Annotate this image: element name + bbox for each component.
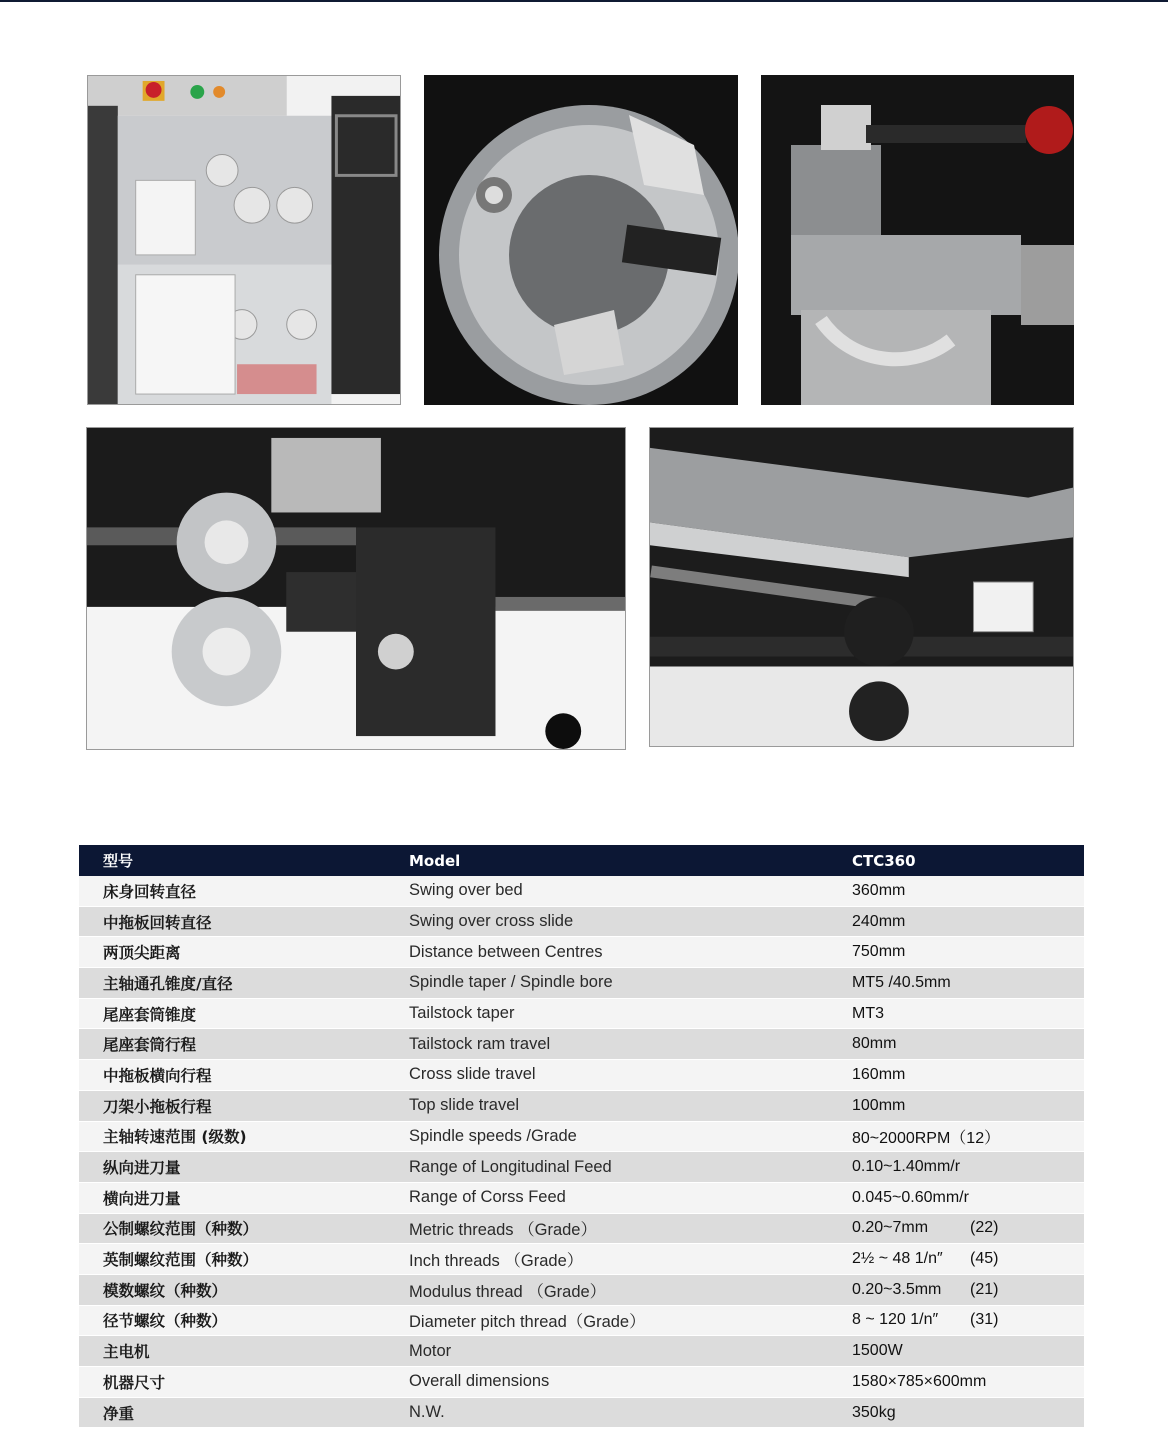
spec-row	[79, 1060, 1084, 1091]
spec-row	[79, 998, 1084, 1029]
spec-cn-label: 英制螺纹范围（种数）	[79, 1244, 409, 1275]
spec-value-main: 160mm	[852, 1065, 906, 1083]
spec-value-main: 0.045~0.60mm/r	[852, 1188, 969, 1206]
spec-en-label: Overall dimensions	[409, 1367, 852, 1398]
spec-header-row	[79, 845, 1084, 876]
spec-cn-label: 尾座套筒锥度	[79, 998, 409, 1029]
spec-value-main: 8 ~ 120 1/n″	[852, 1311, 939, 1329]
spec-en-label: Tailstock taper	[409, 998, 852, 1029]
spec-value	[852, 998, 1084, 1029]
header-cn: 型号	[79, 845, 409, 876]
lathe-bed-photo	[649, 427, 1074, 747]
spec-en-label: Modulus thread （Grade）	[409, 1274, 852, 1305]
control-panel-photo	[87, 75, 401, 405]
header-en: Model	[409, 845, 852, 876]
spec-en-label: N.W.	[409, 1397, 852, 1428]
spec-value	[852, 968, 1084, 999]
spec-value	[852, 1367, 1084, 1398]
spec-value-main: 80~2000RPM（12）	[852, 1129, 1001, 1147]
spec-value	[852, 1121, 1084, 1152]
spec-row	[79, 1397, 1084, 1428]
spec-value-main: 2½ ~ 48 1/n″	[852, 1250, 943, 1268]
spec-table	[79, 845, 1084, 1428]
spec-value	[852, 1336, 1084, 1367]
spec-value-main: 100mm	[852, 1096, 906, 1114]
spec-en-label: Inch threads （Grade）	[409, 1244, 852, 1275]
header-value: CTC360	[852, 845, 1084, 876]
spec-en-label: Diameter pitch thread（Grade）	[409, 1305, 852, 1336]
spec-row	[79, 1336, 1084, 1367]
spec-row	[79, 1152, 1084, 1183]
spec-value-main: 0.20~3.5mm	[852, 1280, 942, 1298]
spec-row	[79, 1305, 1084, 1336]
spec-cn-label: 刀架小拖板行程	[79, 1090, 409, 1121]
spec-value-main: 0.20~7mm	[852, 1219, 929, 1237]
spec-cn-label: 床身回转直径	[79, 876, 409, 906]
spec-cn-label: 中拖板回转直径	[79, 906, 409, 937]
spec-cn-label: 机器尺寸	[79, 1367, 409, 1398]
spec-cn-label: 主电机	[79, 1336, 409, 1367]
spec-en-label: Swing over bed	[409, 876, 852, 906]
spec-value-main: 240mm	[852, 912, 906, 930]
spec-value	[852, 937, 1084, 968]
spec-en-label: Metric threads （Grade）	[409, 1213, 852, 1244]
spec-row	[79, 1274, 1084, 1305]
spec-en-label: Spindle taper / Spindle bore	[409, 968, 852, 999]
spec-cn-label: 模数螺纹（种数）	[79, 1274, 409, 1305]
spec-cn-label: 净重	[79, 1397, 409, 1428]
spec-cn-label: 公制螺纹范围（种数）	[79, 1213, 409, 1244]
spec-value	[852, 1090, 1084, 1121]
top-rule	[0, 0, 1168, 2]
spec-row	[79, 937, 1084, 968]
spec-value-grade: (21)	[970, 1280, 999, 1298]
spec-row	[79, 1244, 1084, 1275]
tool-post-photo	[761, 75, 1074, 405]
spec-value	[852, 1029, 1084, 1060]
spec-value-main: MT5 /40.5mm	[852, 973, 951, 991]
spec-en-label: Motor	[409, 1336, 852, 1367]
spec-en-label: Range of Corss Feed	[409, 1182, 852, 1213]
spec-cn-label: 纵向进刀量	[79, 1152, 409, 1183]
spec-cn-label: 两顶尖距离	[79, 937, 409, 968]
spec-row	[79, 906, 1084, 937]
spec-value-main: 0.10~1.40mm/r	[852, 1158, 961, 1176]
spec-value	[852, 1244, 1084, 1275]
spec-row	[79, 1182, 1084, 1213]
spec-value-main: MT3	[852, 1004, 884, 1022]
spec-value	[852, 1182, 1084, 1213]
spec-row	[79, 1121, 1084, 1152]
apron-handwheels-photo	[86, 427, 626, 750]
spec-row	[79, 1090, 1084, 1121]
spec-value-main: 360mm	[852, 881, 906, 899]
spec-en-label: Distance between Centres	[409, 937, 852, 968]
spec-value-grade: (22)	[970, 1219, 999, 1237]
spec-row	[79, 968, 1084, 999]
spec-en-label: Tailstock ram travel	[409, 1029, 852, 1060]
spec-value	[852, 876, 1084, 906]
spec-value	[852, 1274, 1084, 1305]
spec-en-label: Cross slide travel	[409, 1060, 852, 1091]
spec-row	[79, 1367, 1084, 1398]
chuck-photo	[424, 75, 738, 405]
spec-cn-label: 横向进刀量	[79, 1182, 409, 1213]
spec-value-grade: (45)	[970, 1250, 999, 1268]
spec-value	[852, 1305, 1084, 1336]
spec-table-body	[79, 876, 1084, 1428]
spec-cn-label: 中拖板横向行程	[79, 1060, 409, 1091]
spec-cn-label: 主轴通孔锥度/直径	[79, 968, 409, 999]
spec-value-main: 750mm	[852, 943, 906, 961]
spec-value-grade: (31)	[970, 1311, 999, 1329]
spec-value	[852, 1397, 1084, 1428]
spec-en-label: Range of Longitudinal Feed	[409, 1152, 852, 1183]
spec-en-label: Swing over cross slide	[409, 906, 852, 937]
spec-value-main: 350kg	[852, 1403, 896, 1421]
spec-value-main: 1500W	[852, 1342, 903, 1360]
spec-value-main: 80mm	[852, 1035, 897, 1053]
spec-value	[852, 1060, 1084, 1091]
spec-value	[852, 906, 1084, 937]
spec-value	[852, 1213, 1084, 1244]
spec-cn-label: 主轴转速范围 (级数)	[79, 1121, 409, 1152]
spec-row	[79, 1029, 1084, 1060]
spec-cn-label: 尾座套筒行程	[79, 1029, 409, 1060]
spec-en-label: Top slide travel	[409, 1090, 852, 1121]
spec-row	[79, 1213, 1084, 1244]
spec-en-label: Spindle speeds /Grade	[409, 1121, 852, 1152]
spec-row	[79, 876, 1084, 906]
spec-value-main: 1580×785×600mm	[852, 1372, 987, 1390]
spec-value	[852, 1152, 1084, 1183]
spec-cn-label: 径节螺纹（种数）	[79, 1305, 409, 1336]
